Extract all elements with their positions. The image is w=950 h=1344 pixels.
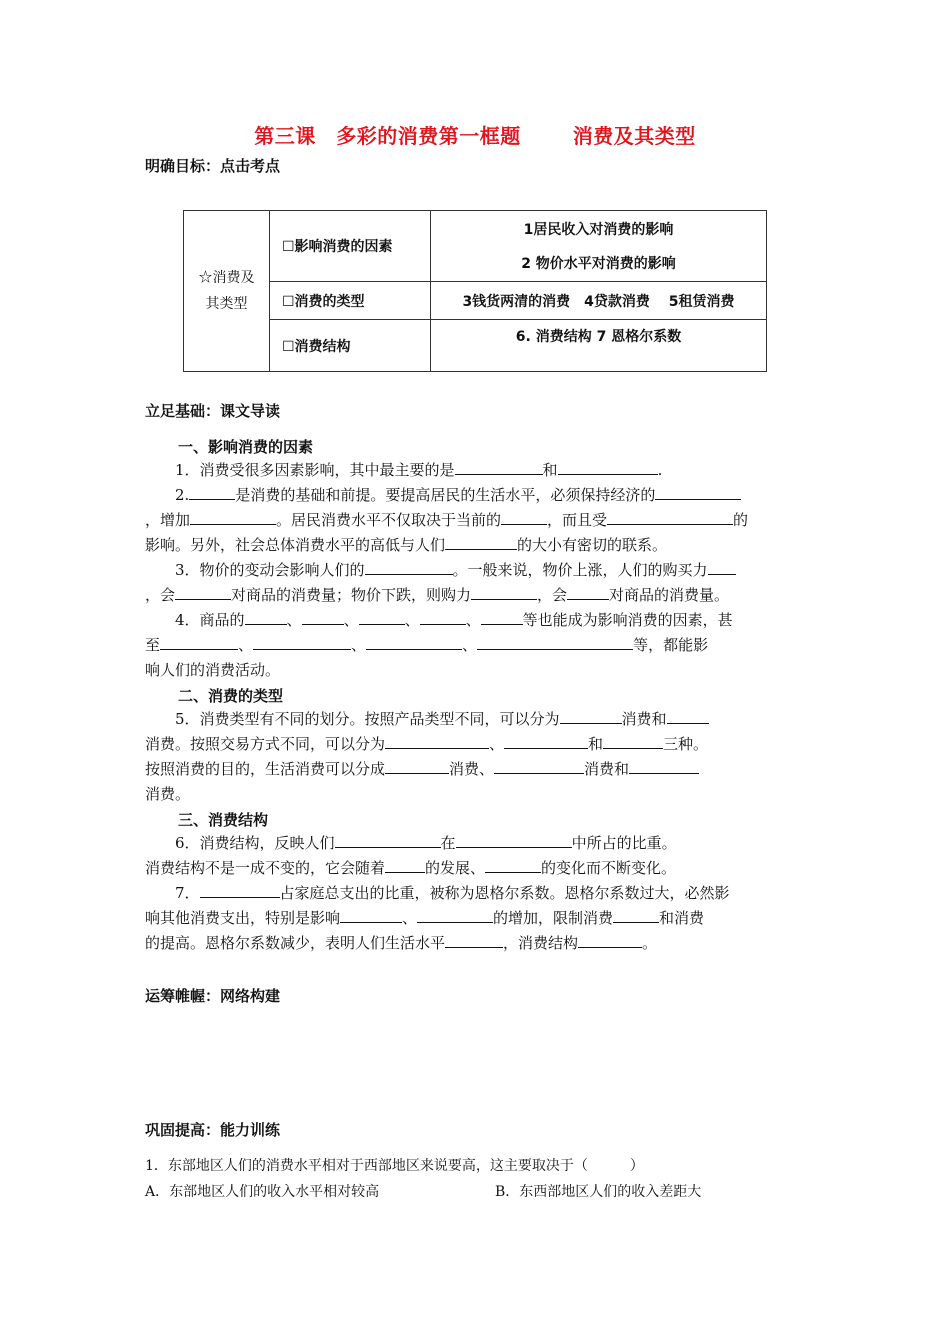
item-2: 2. 是消费的基础和前提。要提高居民的生活水平，必须保持经济的 bbox=[145, 483, 805, 508]
factor-structure: ☐消费结构 bbox=[270, 320, 431, 372]
item-7: 7． 占家庭总支出的比重，被称为恩格尔系数。恩格尔系数过大，必然影 bbox=[175, 884, 730, 902]
section-2-body bbox=[145, 707, 805, 807]
point-2: 2 物价水平对消费的影响 bbox=[521, 256, 676, 272]
factor-income: ☐影响消费的因素 bbox=[270, 211, 431, 282]
item-5-cont-3: 消费。 bbox=[145, 785, 191, 803]
item-7-cont: 响其他消费支出，特别是影响 、 的增加，限制消费 和消费 bbox=[145, 909, 705, 927]
item-2-cont-2: 影响。另外，社会总体消费水平的高低与人们 的大小有密切的联系。 bbox=[145, 536, 668, 554]
item-4: 4．商品的 、 、 、 、 等也能成为影响消费的因素，甚 bbox=[175, 611, 733, 629]
item-6-cont: 消费结构不是一成不变的，它会随着 的发展、 的变化而不断变化。 bbox=[145, 859, 677, 877]
practice-heading: 巩固提高：能力训练 bbox=[145, 1121, 281, 1139]
question-1-stem: 1．东部地区人们的消费水平相对于西部地区来说要高，这主要取决于（ ） bbox=[145, 1158, 644, 1174]
item-4-cont-2: 响人们的消费活动。 bbox=[145, 661, 281, 679]
point-1: 1居民收入对消费的影响 bbox=[523, 222, 674, 238]
goals-table bbox=[183, 210, 767, 372]
item-5-cont-2: 按照消费的目的，生活消费可以分成 消费、 消费和 bbox=[145, 757, 805, 782]
section-3-heading: 三、消费结构 bbox=[178, 811, 269, 829]
item-1: 1．消费受很多因素影响，其中最主要的是 和 . bbox=[175, 461, 663, 479]
item-3-cont: ，会 对商品的消费量；物价下跌，则购力 ，会 对商品的消费量。 bbox=[145, 586, 730, 604]
question-1-option-a: A．东部地区人们的收入水平相对较高 bbox=[145, 1184, 380, 1200]
goals-lead-cell bbox=[184, 211, 270, 372]
item-2-cont: ，增加 。居民消费水平不仅取决于当前的 ，而且受 的 bbox=[145, 511, 749, 529]
network-heading: 运筹帷幄：网络构建 bbox=[145, 987, 281, 1005]
page-title bbox=[0, 120, 950, 149]
goals-heading: 明确目标：点击考点 bbox=[145, 157, 281, 175]
lead-line-2: 其类型 bbox=[205, 296, 248, 312]
factor-types: ☐消费的类型 bbox=[270, 282, 431, 320]
item-7-cont-2: 的提高。恩格尔系数减少，表明人们生活水平 ，消费结构 。 bbox=[145, 934, 658, 952]
title-topic: 消费及其类型 bbox=[572, 124, 696, 148]
basics-heading: 立足基础：课文导读 bbox=[145, 402, 281, 420]
point-3-5: 3钱货两清的消费 4贷款消费 5租赁消费 bbox=[431, 282, 767, 320]
title-lesson: 第三课 多彩的消费第一框题 bbox=[254, 124, 521, 148]
points-income bbox=[431, 211, 767, 282]
item-4-cont: 至 、 、 、 等，都能影 bbox=[145, 636, 709, 654]
item-5: 5．消费类型有不同的划分。按照产品类型不同，可以分为 消费和 bbox=[145, 707, 805, 732]
section-1-heading: 一、影响消费的因素 bbox=[178, 438, 314, 456]
section-2-heading: 二、消费的类型 bbox=[178, 687, 284, 705]
item-6: 6．消费结构，反映人们 在 中所占的比重。 bbox=[175, 834, 677, 852]
item-5-cont: 消费。按照交易方式不同，可以分为 、 和 三种。 bbox=[145, 735, 709, 753]
section-1-body bbox=[145, 458, 805, 683]
point-6-7: 6. 消费结构 7 恩格尔系数 bbox=[431, 320, 767, 372]
section-3-body bbox=[145, 831, 805, 956]
question-1-option-b: B．东西部地区人们的收入差距大 bbox=[495, 1184, 702, 1200]
lead-line-1: ☆消费及 bbox=[198, 270, 255, 286]
item-3: 3．物价的变动会影响人们的 。一般来说，物价上涨，人们的购买力 bbox=[145, 558, 805, 583]
